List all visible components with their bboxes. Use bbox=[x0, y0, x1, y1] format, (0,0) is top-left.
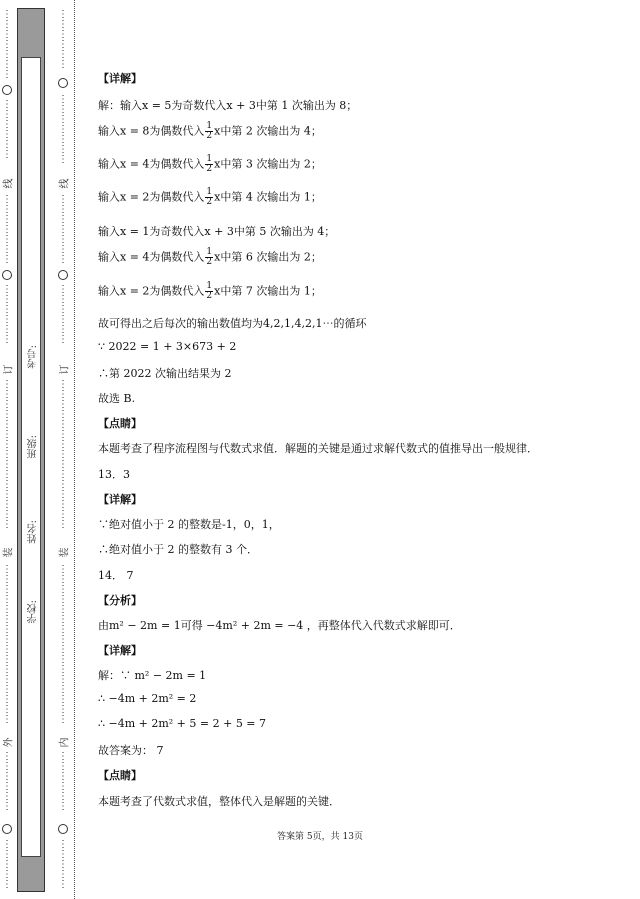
dots-column: ⋮ ⋮ ⋮ ⋮ ⋮ ⋮ ⋮ bbox=[2, 9, 12, 80]
heading-detail: 【详解】 bbox=[98, 72, 142, 85]
solution-line: 解：∵ m² − 2m = 1 bbox=[98, 669, 207, 682]
fraction-numerator: 1 bbox=[206, 247, 213, 257]
dots-column: ⋮ ⋮ ⋮ ⋮ ⋮ ⋮ bbox=[2, 284, 12, 345]
fraction bbox=[205, 282, 213, 301]
circle-mark bbox=[2, 85, 12, 95]
fraction bbox=[205, 248, 213, 267]
fraction-denominator: 2 bbox=[206, 164, 213, 174]
fraction bbox=[205, 188, 213, 207]
solution-line bbox=[98, 248, 322, 267]
solution-line: ∴第 2022 次输出结果为 2 bbox=[98, 367, 232, 380]
page-footer: 答案第 5页，共 13页 bbox=[277, 832, 363, 842]
binding-outer-dots bbox=[0, 0, 14, 899]
outer-mark-zhuang: 装 bbox=[3, 547, 15, 558]
solution-line bbox=[98, 188, 322, 207]
text-segment: 输入x = 4为偶数代入 bbox=[98, 250, 205, 264]
answer-line: 故选 B. bbox=[98, 392, 136, 405]
field-name: 姓名: bbox=[28, 520, 39, 544]
dots-column: ⋮ ⋮ ⋮ ⋮ ⋮ ⋮ ⋮ bbox=[58, 194, 68, 265]
dots-column: ⋮ ⋮ ⋮ ⋮ ⋮ ⋮ ⋮ ⋮ ⋮ ⋮ ⋮ ⋮ ⋮ ⋮ ⋮ ⋮ bbox=[2, 564, 12, 725]
text-segment: x中第 4 次输出为 1； bbox=[214, 190, 322, 204]
binding-inner-line bbox=[74, 0, 76, 899]
fraction-numerator: 1 bbox=[206, 281, 213, 291]
analysis-line: 由m² − 2m = 1可得 −4m² + 2m = −4 ，再整体代入代数式求解即可． bbox=[98, 619, 461, 632]
dots-column: ⋮ ⋮ ⋮ ⋮ ⋮ ⋮ bbox=[2, 99, 12, 160]
text-segment: x中第 7 次输出为 1； bbox=[214, 284, 322, 298]
solution-line bbox=[98, 282, 322, 301]
solution-line: 故可得出之后每次的输出数值均为4,2,1,4,2,1⋯的循环 bbox=[98, 317, 367, 330]
comment-line: 本题考查了程序流程图与代数式求值．解题的关键是通过求解代数式的值推导出一般规律． bbox=[98, 442, 538, 455]
dots-column: ⋮ ⋮ ⋮ ⋮ ⋮ ⋮ ⋮ bbox=[58, 94, 68, 165]
fraction bbox=[205, 122, 213, 141]
text-segment: 输入x = 2为偶数代入 bbox=[98, 284, 205, 298]
solution-line: ∵ 2022 = 1 + 3×673 + 2 bbox=[98, 340, 237, 353]
solution-line: ∴绝对值小于 2 的整数有 3 个． bbox=[98, 543, 258, 556]
text-segment: x中第 6 次输出为 2； bbox=[214, 250, 322, 264]
field-examno: 考号: bbox=[28, 345, 39, 369]
heading-detail: 【详解】 bbox=[98, 644, 142, 657]
dots-column: ⋮ ⋮ ⋮ ⋮ ⋮ ⋮ bbox=[58, 9, 68, 70]
answer-line: 故答案为： 7 bbox=[98, 744, 164, 757]
inner-mark-zhuang: 装 bbox=[59, 547, 71, 558]
solution-line: ∴ −4m + 2m² = 2 bbox=[98, 692, 197, 705]
text-segment: x中第 2 次输出为 4； bbox=[214, 124, 322, 138]
dots-column: ⋮ ⋮ ⋮ ⋮ ⋮ ⋮ ⋮ ⋮ ⋮ ⋮ ⋮ ⋮ ⋮ ⋮ ⋮ ⋮ bbox=[58, 564, 68, 725]
fraction bbox=[205, 155, 213, 174]
inner-mark-ding: 订 bbox=[59, 364, 71, 375]
text-segment: 输入x = 4为偶数代入 bbox=[98, 157, 205, 171]
solution-line: 解：输入x = 5为奇数代入x + 3中第 1 次输出为 8； bbox=[98, 99, 358, 112]
dots-column: ⋮ ⋮ ⋮ ⋮ ⋮ ⋮ bbox=[2, 751, 12, 812]
inner-mark-nei: 内 bbox=[59, 737, 71, 748]
solution-line: ∵绝对值小于 2 的整数是-1，0，1， bbox=[98, 518, 280, 531]
question-number-14: 14． 7 bbox=[98, 569, 134, 582]
solution-line bbox=[98, 155, 322, 174]
heading-detail: 【详解】 bbox=[98, 493, 142, 506]
comment-line: 本题考查了代数式求值，整体代入是解题的关键． bbox=[98, 795, 340, 808]
question-number-13: 13．3 bbox=[98, 468, 130, 481]
dots-column: ⋮ ⋮ ⋮ ⋮ ⋮ ⋮ bbox=[58, 284, 68, 345]
fraction-numerator: 1 bbox=[206, 154, 213, 164]
outer-mark-ding: 订 bbox=[3, 364, 15, 375]
outer-mark-line: 线 bbox=[3, 178, 15, 189]
dots-column: ⋮ ⋮ ⋮ ⋮ ⋮ ⋮ ⋮ bbox=[2, 194, 12, 265]
text-segment: 输入x = 8为偶数代入 bbox=[98, 124, 205, 138]
dots-column: ⋮ ⋮ ⋮ ⋮ ⋮ bbox=[2, 839, 12, 890]
solution-line bbox=[98, 122, 322, 141]
dots-column: ⋮ ⋮ ⋮ ⋮ ⋮ bbox=[58, 839, 68, 890]
circle-mark bbox=[58, 78, 68, 88]
heading-comment: 【点睛】 bbox=[98, 769, 142, 782]
fraction-denominator: 2 bbox=[206, 291, 213, 301]
inner-mark-line: 线 bbox=[59, 178, 71, 189]
solution-line: ∴ −4m + 2m² + 5 = 2 + 5 = 7 bbox=[98, 717, 267, 730]
fraction-denominator: 2 bbox=[206, 257, 213, 267]
field-school: 学校: bbox=[28, 600, 39, 624]
dots-column: ⋮ ⋮ ⋮ ⋮ ⋮ ⋮ bbox=[58, 751, 68, 812]
dots-column: ⋮ ⋮ ⋮ ⋮ ⋮ ⋮ ⋮ ⋮ ⋮ ⋮ ⋮ ⋮ ⋮ ⋮ ⋮ bbox=[58, 379, 68, 530]
text-segment: x中第 3 次输出为 2； bbox=[214, 157, 322, 171]
dots-column: ⋮ ⋮ ⋮ ⋮ ⋮ ⋮ ⋮ ⋮ ⋮ ⋮ ⋮ ⋮ ⋮ ⋮ ⋮ bbox=[2, 379, 12, 530]
heading-analysis: 【分析】 bbox=[98, 594, 142, 607]
field-class: 班级: bbox=[28, 435, 39, 459]
fraction-denominator: 2 bbox=[206, 131, 213, 141]
outer-mark-wai: 外 bbox=[3, 737, 15, 748]
circle-mark bbox=[58, 270, 68, 280]
fraction-numerator: 1 bbox=[206, 121, 213, 131]
fraction-numerator: 1 bbox=[206, 187, 213, 197]
heading-comment: 【点睛】 bbox=[98, 417, 142, 430]
solution-line: 输入x = 1为奇数代入x + 3中第 5 次输出为 4； bbox=[98, 225, 336, 238]
circle-mark bbox=[2, 270, 12, 280]
text-segment: 输入x = 2为偶数代入 bbox=[98, 190, 205, 204]
fraction-denominator: 2 bbox=[206, 197, 213, 207]
